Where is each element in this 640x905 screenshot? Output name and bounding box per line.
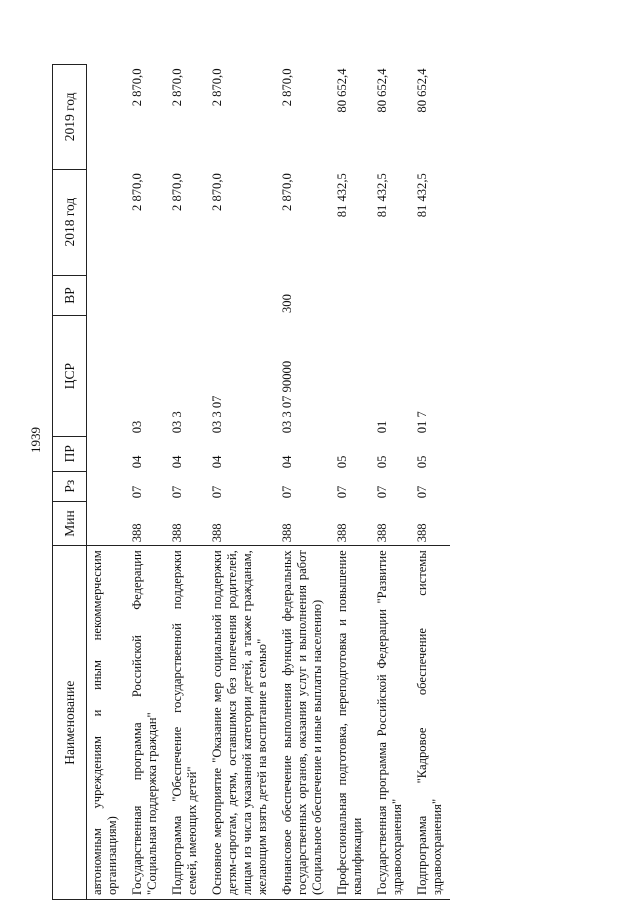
- row-pr: 04: [210, 455, 224, 469]
- row-csr: 03: [130, 420, 144, 434]
- row-name: Государственная программа Российской Федерации "Развитие здравоохранения": [370, 546, 410, 900]
- row-2019: 2 870,0: [280, 68, 294, 107]
- header-2019: 2019 год: [53, 65, 87, 170]
- row-csr: [87, 316, 126, 436]
- row-2018: 81 432,5: [335, 173, 349, 218]
- budget-table: [52, 64, 450, 900]
- row-min: 388: [170, 523, 184, 543]
- header-vr: ВР: [53, 275, 87, 316]
- row-name: Профессиональная подготовка, переподготовка и повышение квалификации: [330, 546, 370, 900]
- row-2019: 80 652,4: [415, 68, 429, 113]
- budget-table-container: [52, 64, 587, 900]
- table-row: [410, 65, 450, 900]
- row-min: 388: [415, 523, 429, 543]
- row-min: 388: [130, 523, 144, 543]
- row-rz: 07: [130, 485, 144, 499]
- row-rz: 07: [375, 485, 389, 499]
- row-2019: 80 652,4: [375, 68, 389, 113]
- header-csr: ЦСР: [53, 316, 87, 436]
- row-csr: 03 3: [170, 411, 184, 434]
- row-csr: 01 7: [415, 411, 429, 434]
- row-vr: [205, 275, 275, 316]
- row-pr: 05: [335, 455, 349, 469]
- row-csr: 01: [375, 420, 389, 434]
- row-name: Подпрограмма "Кадровое обеспечение системы здравоохранения": [410, 546, 450, 900]
- row-pr: [87, 436, 126, 471]
- row-min: 388: [375, 523, 389, 543]
- row-csr: 03 3 07 90000: [280, 360, 294, 434]
- table-row: [87, 65, 126, 900]
- row-vr: 300: [280, 294, 294, 313]
- table-row: [165, 65, 205, 900]
- row-vr: [125, 275, 165, 316]
- table-row: [370, 65, 410, 900]
- row-name: Финансовое обеспечение выполнения функций федеральных государственных органов, оказания услуг и выполнения работ (Социальное обеспечение и иные выплаты населению): [275, 546, 330, 900]
- row-min: [87, 501, 126, 546]
- row-name: автономным учреждениям и иным некоммерческим организациям): [87, 546, 126, 900]
- header-rz: Рз: [53, 471, 87, 501]
- row-vr: [330, 275, 370, 316]
- table-header: [53, 65, 87, 900]
- row-pr: 04: [130, 455, 144, 469]
- row-name: Основное мероприятие "Оказание мер социальной поддержки детям-сиротам, детям, оставшимся без попечения родителей, лицам из числа указанной категории детей, а также гражданам, желающим взять детей на воспитание в семью": [205, 546, 275, 900]
- row-min: 388: [210, 523, 224, 543]
- row-csr: [330, 316, 370, 436]
- row-rz: 07: [210, 485, 224, 499]
- row-2019: 2 870,0: [210, 68, 224, 107]
- row-rz: 07: [415, 485, 429, 499]
- table-row: [330, 65, 370, 900]
- row-pr: 05: [375, 455, 389, 469]
- row-rz: 07: [280, 485, 294, 499]
- header-min: Мин: [53, 501, 87, 546]
- row-2018: 2 870,0: [210, 173, 224, 211]
- row-2018: 81 432,5: [375, 173, 389, 218]
- row-name: Государственная программа Российской Федерации "Социальная поддержка граждан": [125, 546, 165, 900]
- table-row: [275, 65, 330, 900]
- row-2019: 2 870,0: [130, 68, 144, 107]
- row-2018: 2 870,0: [130, 173, 144, 211]
- row-vr: [410, 275, 450, 316]
- row-pr: 04: [280, 455, 294, 469]
- row-pr: 05: [415, 455, 429, 469]
- table-row: [125, 65, 165, 900]
- row-2018: [87, 169, 126, 275]
- row-2018: 2 870,0: [280, 173, 294, 211]
- row-2019: 2 870,0: [170, 68, 184, 107]
- row-2018: 2 870,0: [170, 173, 184, 211]
- row-2019: 80 652,4: [335, 68, 349, 113]
- row-min: 388: [335, 523, 349, 543]
- row-2019: [87, 65, 126, 170]
- header-name: Наименование: [53, 546, 87, 900]
- row-vr: [370, 275, 410, 316]
- row-pr: 04: [170, 455, 184, 469]
- row-name: Подпрограмма "Обеспечение государственной поддержки семей, имеющих детей": [165, 546, 205, 900]
- row-rz: [87, 471, 126, 501]
- row-rz: 07: [170, 485, 184, 499]
- row-rz: 07: [335, 485, 349, 499]
- row-csr: 03 3 07: [210, 395, 224, 434]
- header-2018: 2018 год: [53, 169, 87, 275]
- header-pr: ПР: [53, 436, 87, 471]
- row-vr: [87, 275, 126, 316]
- row-min: 388: [280, 523, 294, 543]
- row-2018: 81 432,5: [415, 173, 429, 218]
- row-vr: [165, 275, 205, 316]
- page-number: 1939: [28, 427, 43, 453]
- table-row: [205, 65, 275, 900]
